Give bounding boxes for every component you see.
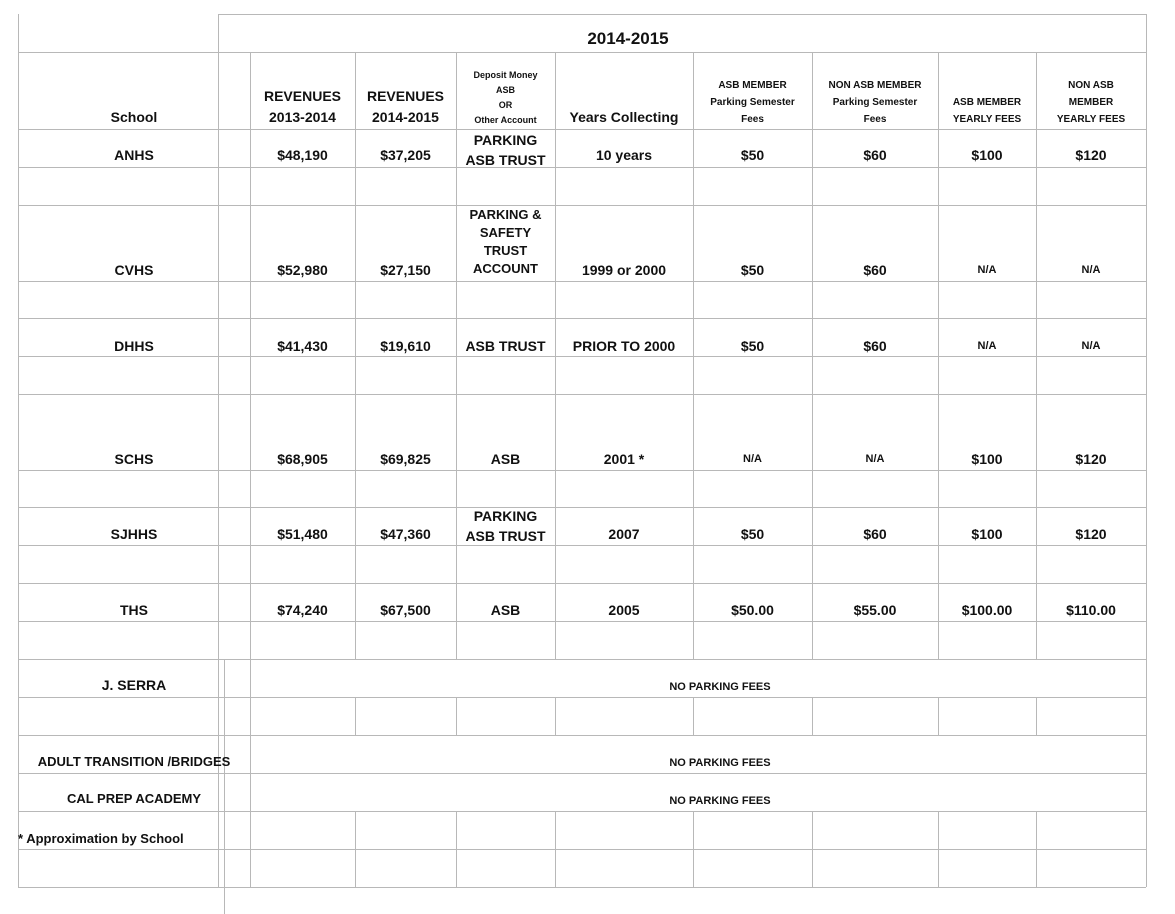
header-label: YEARLY FEES bbox=[1056, 114, 1126, 125]
cell-school: SJHHS bbox=[110, 525, 158, 542]
cell-text: PARKING bbox=[473, 508, 538, 524]
header-label: ASB bbox=[495, 85, 515, 95]
cell-asb-yearly-fee: $100.00 bbox=[961, 601, 1013, 618]
cell-revenue-2014-2015: $19,610 bbox=[380, 337, 431, 354]
cell-text: ASB TRUST bbox=[465, 528, 546, 544]
cell-asb-semester-fee: $50 bbox=[740, 261, 765, 278]
year-header: 2014-2015 bbox=[587, 29, 669, 48]
cell-school: ANHS bbox=[114, 146, 154, 163]
cell-deposit-account: ASB TRUST bbox=[465, 337, 546, 354]
header-label: Other Account bbox=[474, 115, 537, 125]
header-label: MEMBER bbox=[1068, 97, 1114, 108]
header-label: REVENUES bbox=[366, 88, 445, 104]
header-label: 2013-2014 bbox=[269, 109, 336, 125]
header-non-asb-semester-fees bbox=[812, 52, 938, 128]
cell-deposit-account bbox=[456, 124, 555, 176]
cell-text: PARKING bbox=[473, 132, 538, 148]
header-label: OR bbox=[498, 100, 513, 110]
cell-asb-semester-fee: N/A bbox=[743, 453, 762, 465]
cell-school: SCHS bbox=[114, 450, 154, 467]
cell-asb-yearly-fee: $100 bbox=[971, 450, 1003, 467]
cell-school: THS bbox=[120, 601, 148, 618]
no-parking-fees-note: NO PARKING FEES bbox=[669, 681, 771, 693]
header-non-asb-yearly-fees bbox=[1036, 52, 1146, 128]
header-revenues-2013-2014 bbox=[250, 52, 355, 128]
cell-text: SAFETY bbox=[479, 225, 532, 240]
cell-years-collecting: 2001 * bbox=[603, 450, 645, 467]
cell-revenue-2014-2015: $37,205 bbox=[380, 146, 431, 163]
header-label: NON ASB bbox=[1068, 80, 1114, 91]
cell-asb-semester-fee: $50.00 bbox=[731, 601, 774, 618]
cell-asb-yearly-fee: N/A bbox=[977, 340, 997, 352]
cell-revenue-2014-2015: $67,500 bbox=[380, 601, 431, 618]
cell-asb-yearly-fee: $100 bbox=[971, 525, 1003, 542]
cell-revenue-2013-2014: $74,240 bbox=[277, 601, 328, 618]
cell-revenue-2013-2014: $51,480 bbox=[277, 525, 328, 542]
header-label: Parking Semester bbox=[832, 97, 918, 108]
cell-non-asb-yearly-fee: $120 bbox=[1075, 146, 1107, 163]
cell-deposit-account bbox=[456, 504, 555, 548]
header-revenues-2014-2015 bbox=[355, 52, 456, 128]
cell-revenue-2013-2014: $68,905 bbox=[277, 450, 328, 467]
cell-non-asb-semester-fee: $60 bbox=[863, 261, 887, 278]
cell-asb-semester-fee: $50 bbox=[740, 146, 765, 163]
header-label: Deposit Money bbox=[473, 70, 538, 80]
cell-text: PARKING & bbox=[469, 207, 542, 222]
cell-years-collecting: PRIOR TO 2000 bbox=[572, 337, 676, 354]
header-asb-semester-fees bbox=[693, 52, 812, 128]
cell-deposit-account: ASB bbox=[490, 450, 521, 467]
cell-non-asb-semester-fee: $60 bbox=[863, 146, 887, 163]
cell-non-asb-yearly-fee: N/A bbox=[1081, 340, 1101, 352]
header-label: NON ASB MEMBER bbox=[828, 80, 922, 91]
header-label: 2014-2015 bbox=[372, 109, 439, 125]
cell-revenue-2014-2015: $27,150 bbox=[380, 261, 431, 278]
cell-revenue-2013-2014: $52,980 bbox=[277, 261, 328, 278]
header-deposit-account bbox=[456, 52, 555, 128]
header-years-collecting: Years Collecting bbox=[569, 109, 679, 125]
header-label: ASB MEMBER bbox=[718, 80, 787, 91]
cell-non-asb-yearly-fee: $110.00 bbox=[1066, 601, 1116, 618]
cell-school: CAL PREP ACADEMY bbox=[66, 790, 202, 806]
cell-text: ASB TRUST bbox=[465, 152, 546, 168]
header-label: Fees bbox=[863, 114, 887, 125]
cell-asb-yearly-fee: $100 bbox=[971, 146, 1003, 163]
cell-school: DHHS bbox=[114, 337, 154, 354]
cell-non-asb-yearly-fee: N/A bbox=[1081, 264, 1101, 276]
header-label: ASB MEMBER bbox=[952, 97, 1022, 108]
cell-deposit-account bbox=[456, 206, 555, 278]
cell-revenue-2013-2014: $48,190 bbox=[277, 146, 328, 163]
cell-revenue-2014-2015: $69,825 bbox=[380, 450, 431, 467]
header-school: School bbox=[110, 109, 158, 125]
header-label: REVENUES bbox=[263, 88, 342, 104]
cell-asb-semester-fee: $50 bbox=[740, 525, 765, 542]
cell-non-asb-semester-fee: $60 bbox=[863, 337, 887, 354]
cell-years-collecting: 2005 bbox=[608, 601, 640, 618]
no-parking-fees-note: NO PARKING FEES bbox=[669, 757, 771, 769]
cell-years-collecting: 1999 or 2000 bbox=[581, 261, 667, 278]
header-asb-yearly-fees bbox=[938, 52, 1036, 128]
no-parking-fees-note: NO PARKING FEES bbox=[669, 795, 771, 807]
cell-years-collecting: 2007 bbox=[608, 525, 640, 542]
cell-non-asb-semester-fee: $55.00 bbox=[853, 601, 897, 618]
header-label: Fees bbox=[741, 114, 764, 125]
cell-non-asb-yearly-fee: $120 bbox=[1075, 525, 1107, 542]
cell-school: CVHS bbox=[114, 261, 154, 278]
cell-asb-semester-fee: $50 bbox=[740, 337, 765, 354]
cell-asb-yearly-fee: N/A bbox=[977, 264, 997, 276]
cell-revenue-2013-2014: $41,430 bbox=[277, 337, 328, 354]
cell-non-asb-semester-fee: $60 bbox=[863, 525, 887, 542]
cell-non-asb-yearly-fee: $120 bbox=[1075, 450, 1107, 467]
cell-deposit-account: ASB bbox=[490, 601, 521, 618]
cell-non-asb-semester-fee: N/A bbox=[865, 453, 885, 465]
cell-revenue-2014-2015: $47,360 bbox=[380, 525, 431, 542]
footnote: * Approximation by School bbox=[18, 830, 184, 846]
cell-school: ADULT TRANSITION /BRIDGES bbox=[37, 753, 231, 769]
cell-school: J. SERRA bbox=[101, 676, 167, 693]
cell-text: ACCOUNT bbox=[472, 261, 538, 276]
header-label: YEARLY FEES bbox=[952, 114, 1022, 125]
header-label: Parking Semester bbox=[710, 97, 795, 108]
cell-text: TRUST bbox=[483, 243, 528, 258]
cell-years-collecting: 10 years bbox=[595, 146, 653, 163]
